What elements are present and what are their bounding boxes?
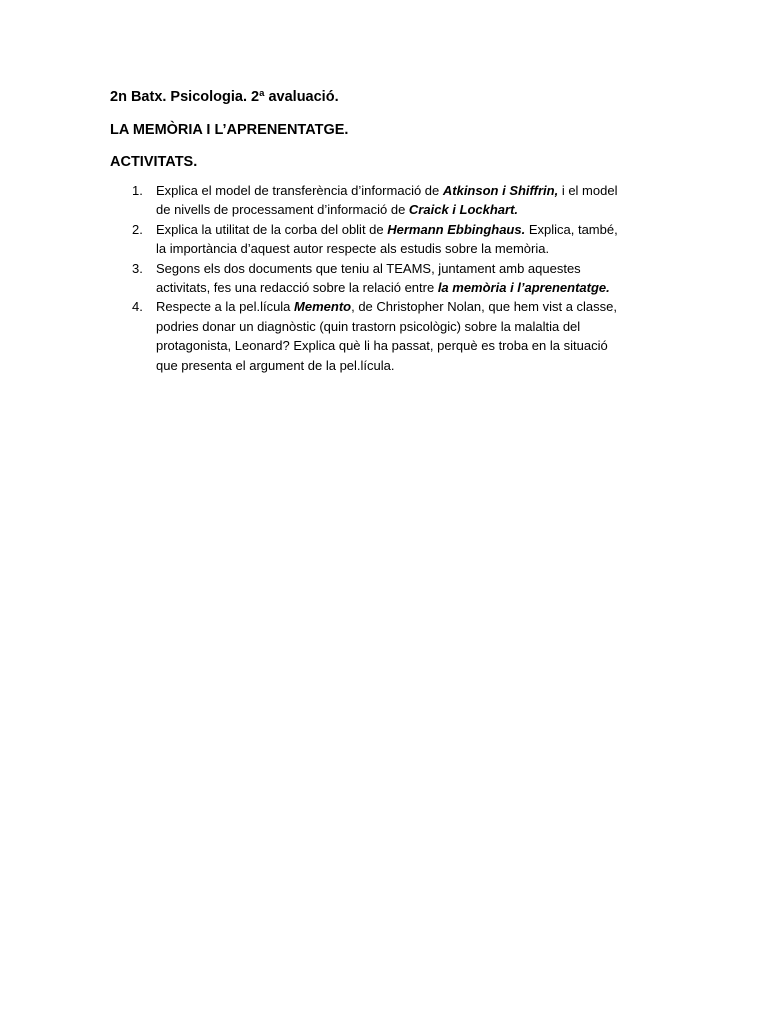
activities-list [110,181,670,375]
activity-item [110,259,670,298]
activity-line: Explica el model de transferència d’informació de Atkinson i Shiffrin, i el model [156,183,618,198]
activity-line: protagonista, Leonard? Explica què li ha passat, perquè es troba en la situació [156,338,608,354]
activity-item [110,181,670,220]
activity-line: que presenta el argument de la pel.lícula. [156,357,395,373]
activity-number: 4. [132,299,143,315]
activity-line: Explica la utilitat de la corba del oblit de Hermann Ebbinghaus. Explica, també, [156,221,618,237]
section-heading: ACTIVITATS. [110,154,198,170]
activity-number: 3. [132,260,143,276]
course-heading: 2n Batx. Psicologia. 2ª avaluació. [110,89,339,105]
activity-line: activitats, fes una redacció sobre la relació entre la memòria i l’aprenentatge. [156,280,610,296]
activity-line: la importància d’aquest autor respecte als estudis sobre la memòria. [156,241,550,257]
activity-item [110,220,670,259]
activity-number: 1. [132,183,143,198]
activity-line: de nivells de processament d’informació de Craick i Lockhart. [156,202,519,218]
activity-number: 2. [132,221,143,237]
activity-line: Respecte a la pel.lícula Memento, de Christopher Nolan, que hem vist a classe, [156,299,618,315]
activity-item [110,297,670,375]
activity-line: Segons els dos documents que teniu al TEAMS, juntament amb aquestes [156,260,581,276]
activity-line: podries donar un diagnòstic (quin trastorn psicològic) sobre la malaltia del [156,318,581,334]
topic-heading: LA MEMÒRIA I L’APRENENTATGE. [110,122,349,138]
